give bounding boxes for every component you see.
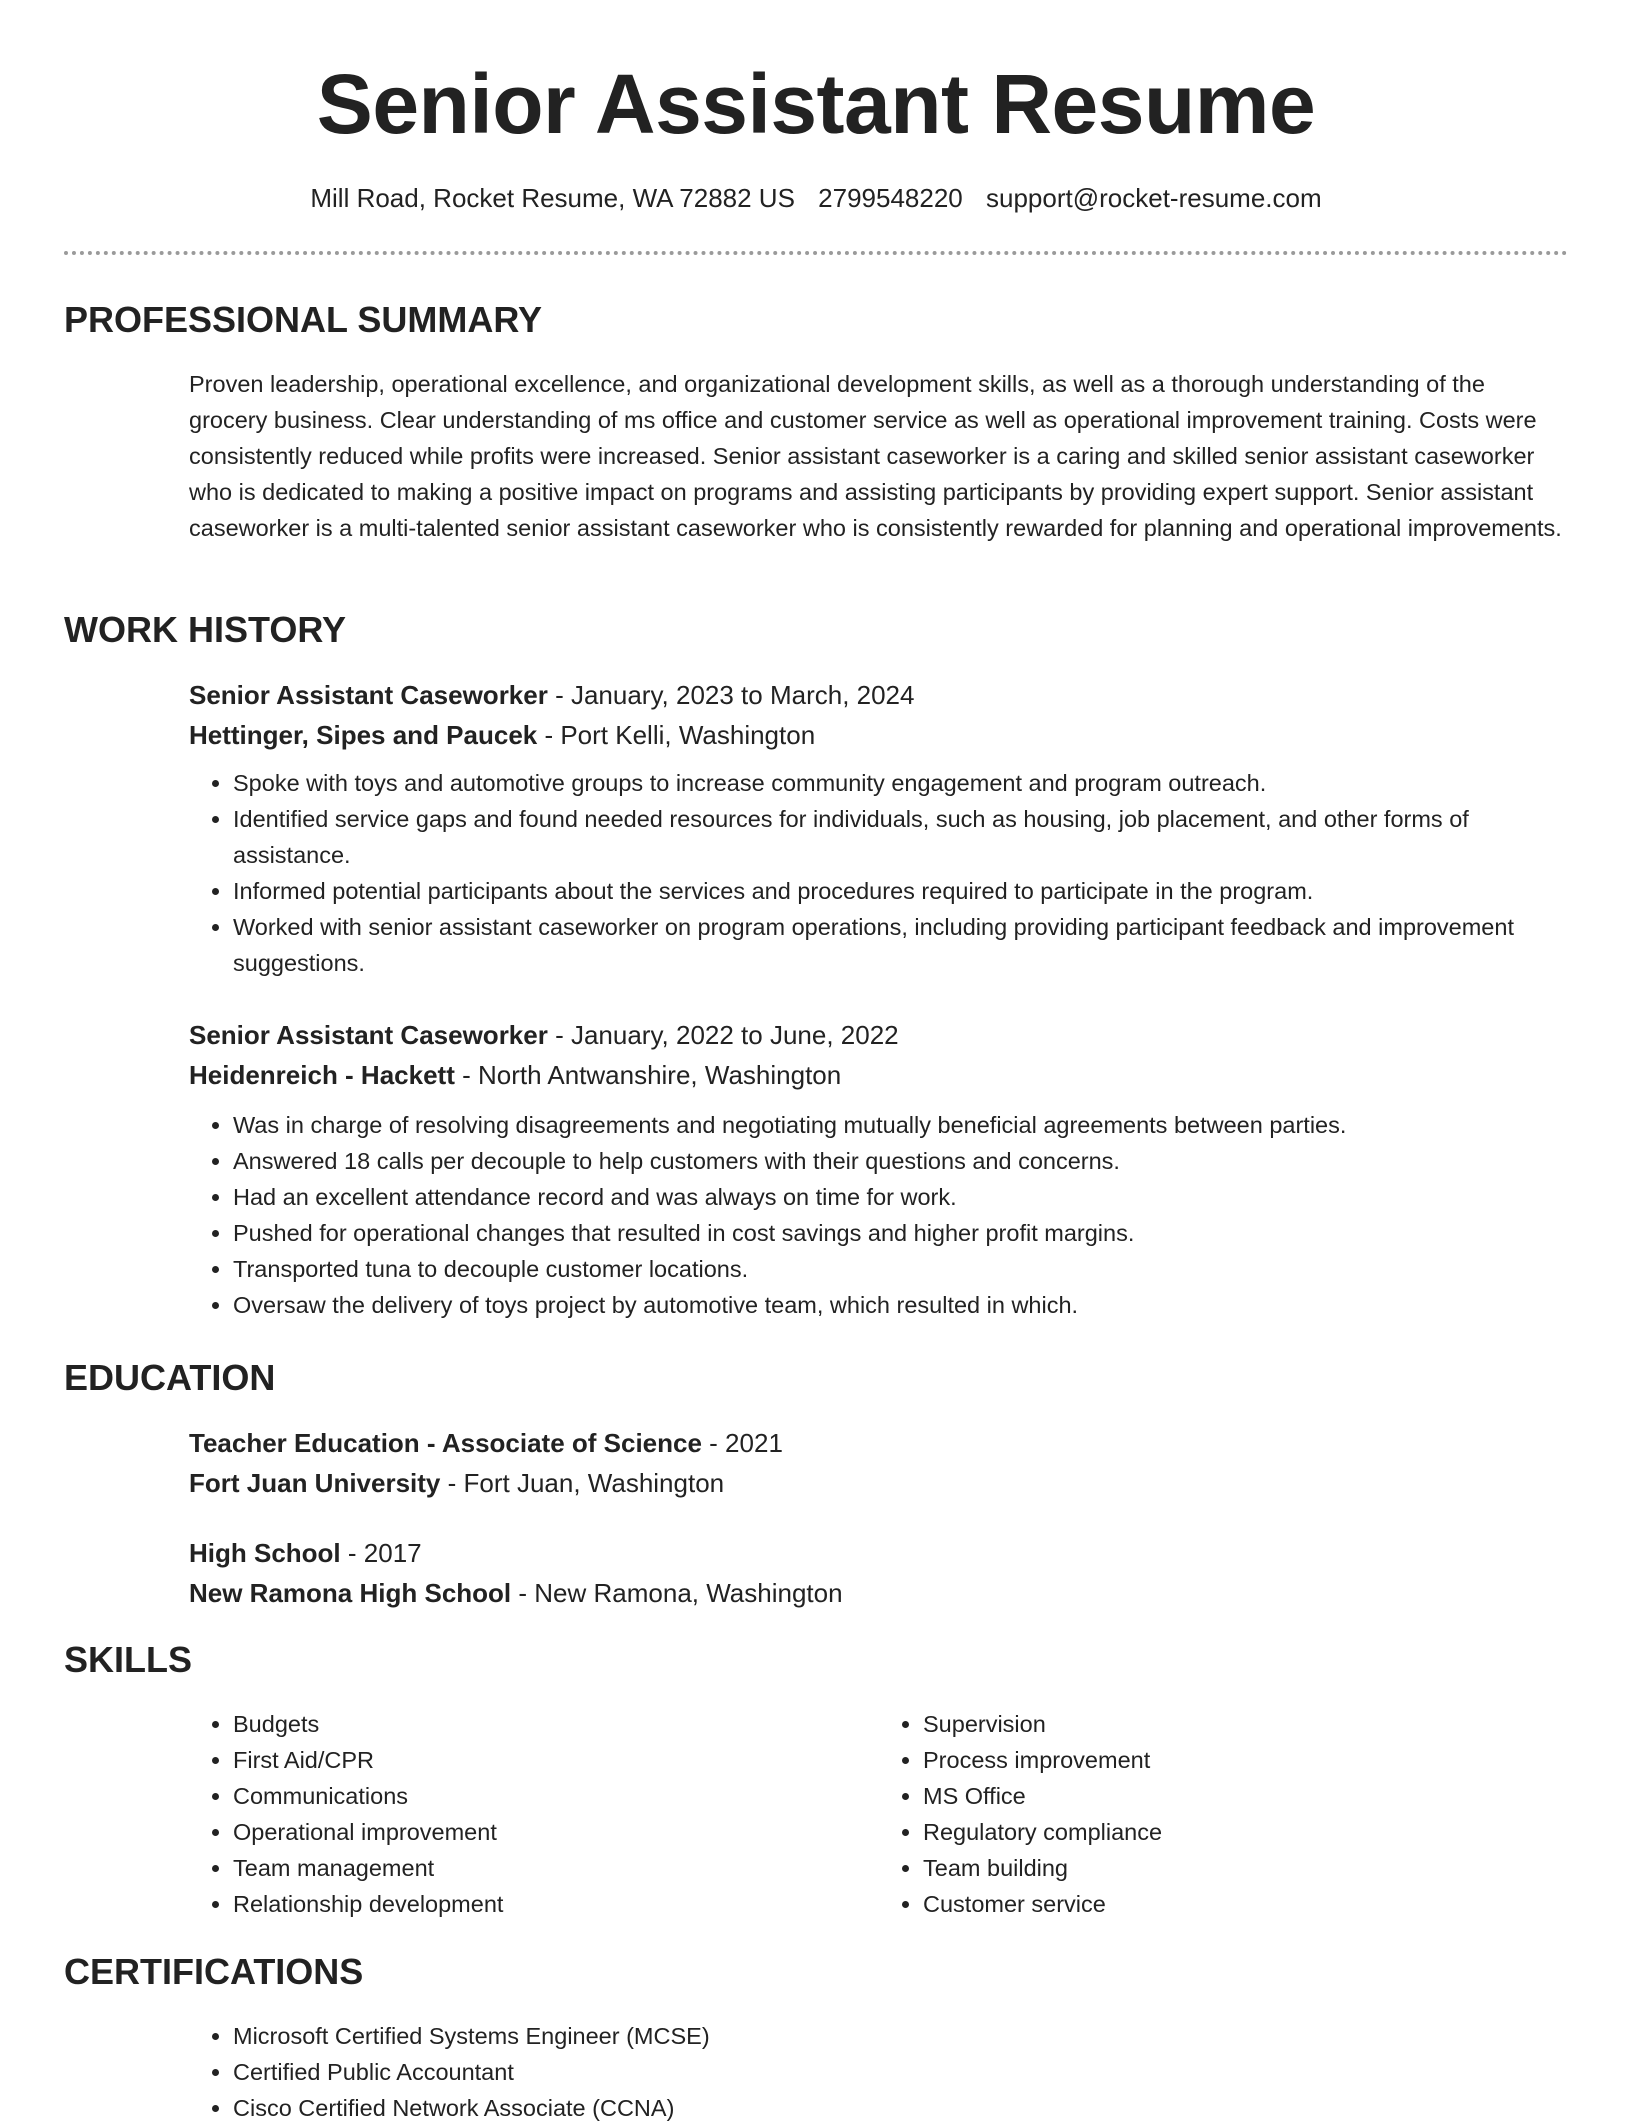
contact-email: support@rocket-resume.com bbox=[986, 183, 1322, 213]
job-dates: - January, 2023 to March, 2024 bbox=[547, 680, 915, 710]
skills-list-left bbox=[189, 1706, 879, 1922]
section-title-work: WORK HISTORY bbox=[64, 609, 347, 650]
list-item: • Supervision bbox=[923, 1706, 1569, 1742]
list-item: • Identified service gaps and found needed resources for individuals, such as housing, job placement, and other forms of assistance. bbox=[233, 801, 1569, 873]
degree-line bbox=[189, 1423, 1569, 1463]
job-bullets bbox=[189, 765, 1569, 981]
school-name: Fort Juan University bbox=[189, 1468, 441, 1498]
list-item: • Operational improvement bbox=[233, 1814, 879, 1850]
job-entry bbox=[189, 675, 1569, 981]
job-company-line bbox=[189, 715, 1569, 755]
school-location: - New Ramona, Washington bbox=[511, 1578, 843, 1608]
skills-grid bbox=[189, 1706, 1569, 1922]
school-location: - Fort Juan, Washington bbox=[440, 1468, 725, 1498]
job-location: - Port Kelli, Washington bbox=[537, 720, 816, 750]
school-line bbox=[189, 1573, 1569, 1613]
resume-title: Senior Assistant Resume bbox=[316, 57, 1316, 151]
list-item: • Cisco Certified Network Associate (CCNA) bbox=[233, 2090, 1569, 2126]
job-title-line bbox=[189, 1015, 1569, 1055]
degree-year: - 2017 bbox=[340, 1538, 422, 1568]
job-location: - North Antwanshire, Washington bbox=[454, 1060, 842, 1090]
job-company: Heidenreich - Hackett bbox=[189, 1060, 455, 1090]
list-item: • Microsoft Certified Systems Engineer (MCSE) bbox=[233, 2018, 1569, 2054]
list-item: • Informed potential participants about the services and procedures required to participate in the program. bbox=[233, 873, 1569, 909]
list-item: • Team building bbox=[923, 1850, 1569, 1886]
degree-line bbox=[189, 1533, 1569, 1573]
section-title-certifications: CERTIFICATIONS bbox=[64, 1951, 364, 1992]
job-dates: - January, 2022 to June, 2022 bbox=[547, 1020, 899, 1050]
degree-name: High School bbox=[189, 1538, 341, 1568]
job-company-line bbox=[189, 1055, 1569, 1095]
list-item: • Answered 18 calls per decouple to help customers with their questions and concerns. bbox=[233, 1143, 1569, 1179]
section-title-education: EDUCATION bbox=[64, 1357, 276, 1398]
list-item: • MS Office bbox=[923, 1778, 1569, 1814]
section-title-summary: PROFESSIONAL SUMMARY bbox=[64, 299, 543, 340]
header-divider bbox=[64, 251, 1568, 255]
school-line bbox=[189, 1463, 1569, 1503]
job-company: Hettinger, Sipes and Paucek bbox=[189, 720, 538, 750]
list-item: • Spoke with toys and automotive groups to increase community engagement and program outreach. bbox=[233, 765, 1569, 801]
contact-phone: 2799548220 bbox=[818, 183, 963, 213]
education-entry bbox=[189, 1533, 1569, 1613]
list-item: • Relationship development bbox=[233, 1886, 879, 1922]
job-bullets bbox=[189, 1107, 1569, 1323]
list-item: • Customer service bbox=[923, 1886, 1569, 1922]
list-item: • Communications bbox=[233, 1778, 879, 1814]
education-entry bbox=[189, 1423, 1569, 1503]
list-item: • Oversaw the delivery of toys project by automotive team, which resulted in which. bbox=[233, 1287, 1569, 1323]
list-item: • First Aid/CPR bbox=[233, 1742, 879, 1778]
list-item: • Pushed for operational changes that resulted in cost savings and higher profit margins. bbox=[233, 1215, 1569, 1251]
list-item: • Regulatory compliance bbox=[923, 1814, 1569, 1850]
degree-name: Teacher Education - Associate of Science bbox=[189, 1428, 702, 1458]
list-item: • Transported tuna to decouple customer locations. bbox=[233, 1251, 1569, 1287]
certifications-block bbox=[189, 2018, 1569, 2126]
job-title: Senior Assistant Caseworker bbox=[189, 1020, 548, 1050]
contact-address: Mill Road, Rocket Resume, WA 72882 US bbox=[310, 183, 795, 213]
list-item: • Team management bbox=[233, 1850, 879, 1886]
school-name: New Ramona High School bbox=[189, 1578, 512, 1608]
list-item: • Had an excellent attendance record and was always on time for work. bbox=[233, 1179, 1569, 1215]
summary-text: Proven leadership, operational excellence, and organizational development skills, as well as a thorough understanding of the grocery business. Clear understanding of ms office and customer service as well as operational improvement training. Costs were consistently reduced while profits were increased. Senior assistant caseworker is a caring and skilled senior assistant caseworker who is dedicated to making a positive impact on programs and assisting participants by providing expert support. Senior assistant caseworker is a multi-talented senior assistant caseworker who is consistently rewarded for planning and operational improvements. bbox=[189, 371, 1562, 541]
job-entry bbox=[189, 1015, 1569, 1323]
section-title-skills: SKILLS bbox=[64, 1639, 193, 1680]
list-item: • Process improvement bbox=[923, 1742, 1569, 1778]
list-item: • Worked with senior assistant caseworker on program operations, including providing participant feedback and improvement suggestions. bbox=[233, 909, 1569, 981]
degree-year: - 2021 bbox=[701, 1428, 783, 1458]
list-item: • Was in charge of resolving disagreements and negotiating mutually beneficial agreements between parties. bbox=[233, 1107, 1569, 1143]
list-item: • Budgets bbox=[233, 1706, 879, 1742]
list-item: • Certified Public Accountant bbox=[233, 2054, 1569, 2090]
contact-line bbox=[0, 180, 1632, 216]
certifications-list bbox=[189, 2018, 1569, 2126]
job-title: Senior Assistant Caseworker bbox=[189, 680, 548, 710]
skills-list-right bbox=[879, 1706, 1569, 1922]
job-title-line bbox=[189, 675, 1569, 715]
